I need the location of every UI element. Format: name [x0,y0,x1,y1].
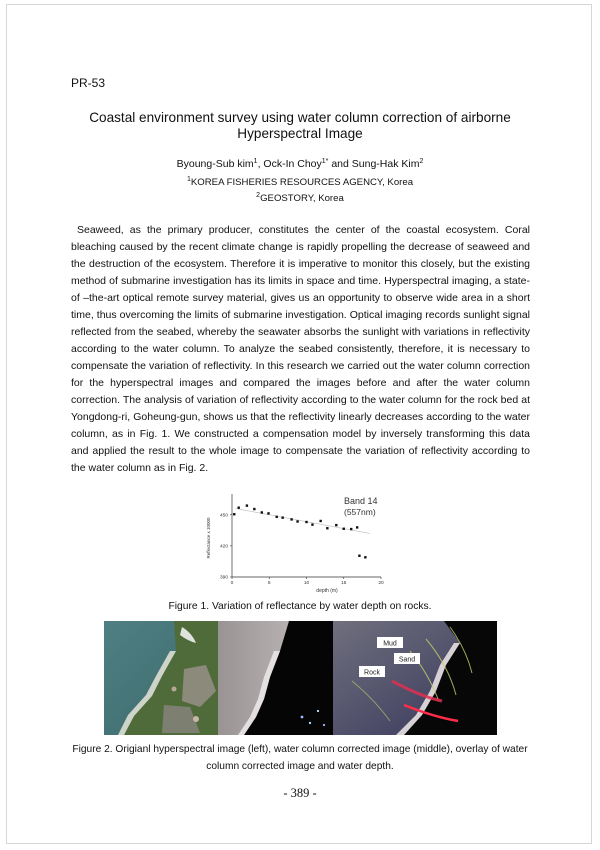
figure1-caption: Figure 1. Variation of reflectance by water depth on rocks. [168,601,432,612]
affiliation-text: GEOSTORY, Korea [260,193,344,204]
x-tick-label: 0 [230,581,234,586]
data-point [343,528,345,530]
abstract-text: Seaweed, as the primary producer, constitutes the center of the coastal ecosystem. Coral bleaching caused by the recent climate change is rapidly propelling the decrease of seaweed and the destruction of the ecosystem. Therefore it is imperative to monitor this closely, but the existing method of submarine investigation has its limits in space and time. Hyperspectral imaging, a state-of –the-art optical remote survey material, gives us an opportunity to observe wide area in a short time, thus overcoming the limits of submarine investigation. Optical imaging records sunlight signal reflected from the seabed, whereby the seawater absorbs the sunlight with variations in reflectivity according to the water column. To analyze the seabed consistently, therefore, it is necessary to compensate the variation of reflectivity. In this research we carried out the water column correction for the hyperspectral images and compared the images before and after the water column correction. The analysis of variation of reflectivity according to the water column for the rock bed at Yongdong-ri, Goheung-gun, shows us that the reflectivity linearly decreases according to the water column, as in Fig. 1. We constructed a compensation model by inversely transforming this data and applied the result to the whole image to compensate the variation of reflectivity according to the water column as in Fig. 2. [71,224,530,474]
data-point [267,512,269,514]
data-point [253,508,255,510]
data-point [290,518,292,520]
x-tick-label: 10 [303,581,310,586]
title-line-1: Coastal environment survey using water column correction of airborne [89,110,511,125]
sand-label: Sand [398,656,416,664]
data-point [261,511,263,513]
data-point [281,516,283,518]
data-point [350,528,352,530]
mud-label: Mud [383,640,397,648]
data-point [358,555,360,557]
figure2-caption: Figure 2. Origianl hyperspectral image (left), water column corrected image (middle), overlay of water column corrected image and water depth. [72,744,528,772]
x-axis-label: depth (m) [316,588,338,594]
affiliation-1 [60,177,540,188]
corrected-image-panel [218,621,333,735]
author-name: Sung-Hak Kim [351,158,420,170]
abstract [71,222,530,477]
legend-subtext: (557nm) [344,507,376,517]
data-point [246,504,248,506]
author-superscript: 1* [321,158,329,165]
x-tick-label: 20 [378,581,384,586]
author-superscript: 2 [419,158,424,165]
x-tick-label: 5 [267,581,271,586]
paper-title [60,110,540,142]
data-point [356,526,358,528]
author-superscript: 1 [253,158,258,165]
title-line-2: Hyperspectral Image [237,126,363,141]
figure2-images [104,621,497,735]
data-point [335,524,337,526]
x-tick-label: 15 [341,581,347,586]
affiliation-superscript: 1 [186,176,191,183]
data-point [296,520,298,522]
overlay-image-panel [333,621,497,735]
page-number: - 389 - [283,786,317,800]
author-list [60,158,540,170]
y-tick-label: 420 [219,544,228,550]
rock-label: Rock [364,669,380,677]
data-point [319,520,321,522]
legend-text: Band 14 [344,496,378,506]
y-axis-label: Reflectance x 10000 [206,517,211,559]
data-point [364,556,366,558]
affiliation-superscript: 2 [256,192,261,199]
author-name: Byoung-Sub kim [176,158,254,170]
original-image-panel [104,621,218,735]
data-point [276,516,278,518]
paper-code: PR-53 [71,76,106,90]
y-tick-label: 390 [219,575,228,581]
data-point [311,523,313,525]
figure1-chart [196,488,406,596]
data-point [238,506,240,508]
y-tick-label: 450 [219,513,228,519]
author-separator: and [328,158,352,170]
data-point [326,527,328,529]
author-separator: , [257,158,264,170]
data-point [233,513,235,515]
affiliation-2 [60,193,540,204]
data-point [305,521,307,523]
affiliation-text: KOREA FISHERIES RESOURCES AGENCY, Korea [190,177,414,188]
author-name: Ock-In Choy [263,158,322,170]
chart-ticks [220,512,384,586]
